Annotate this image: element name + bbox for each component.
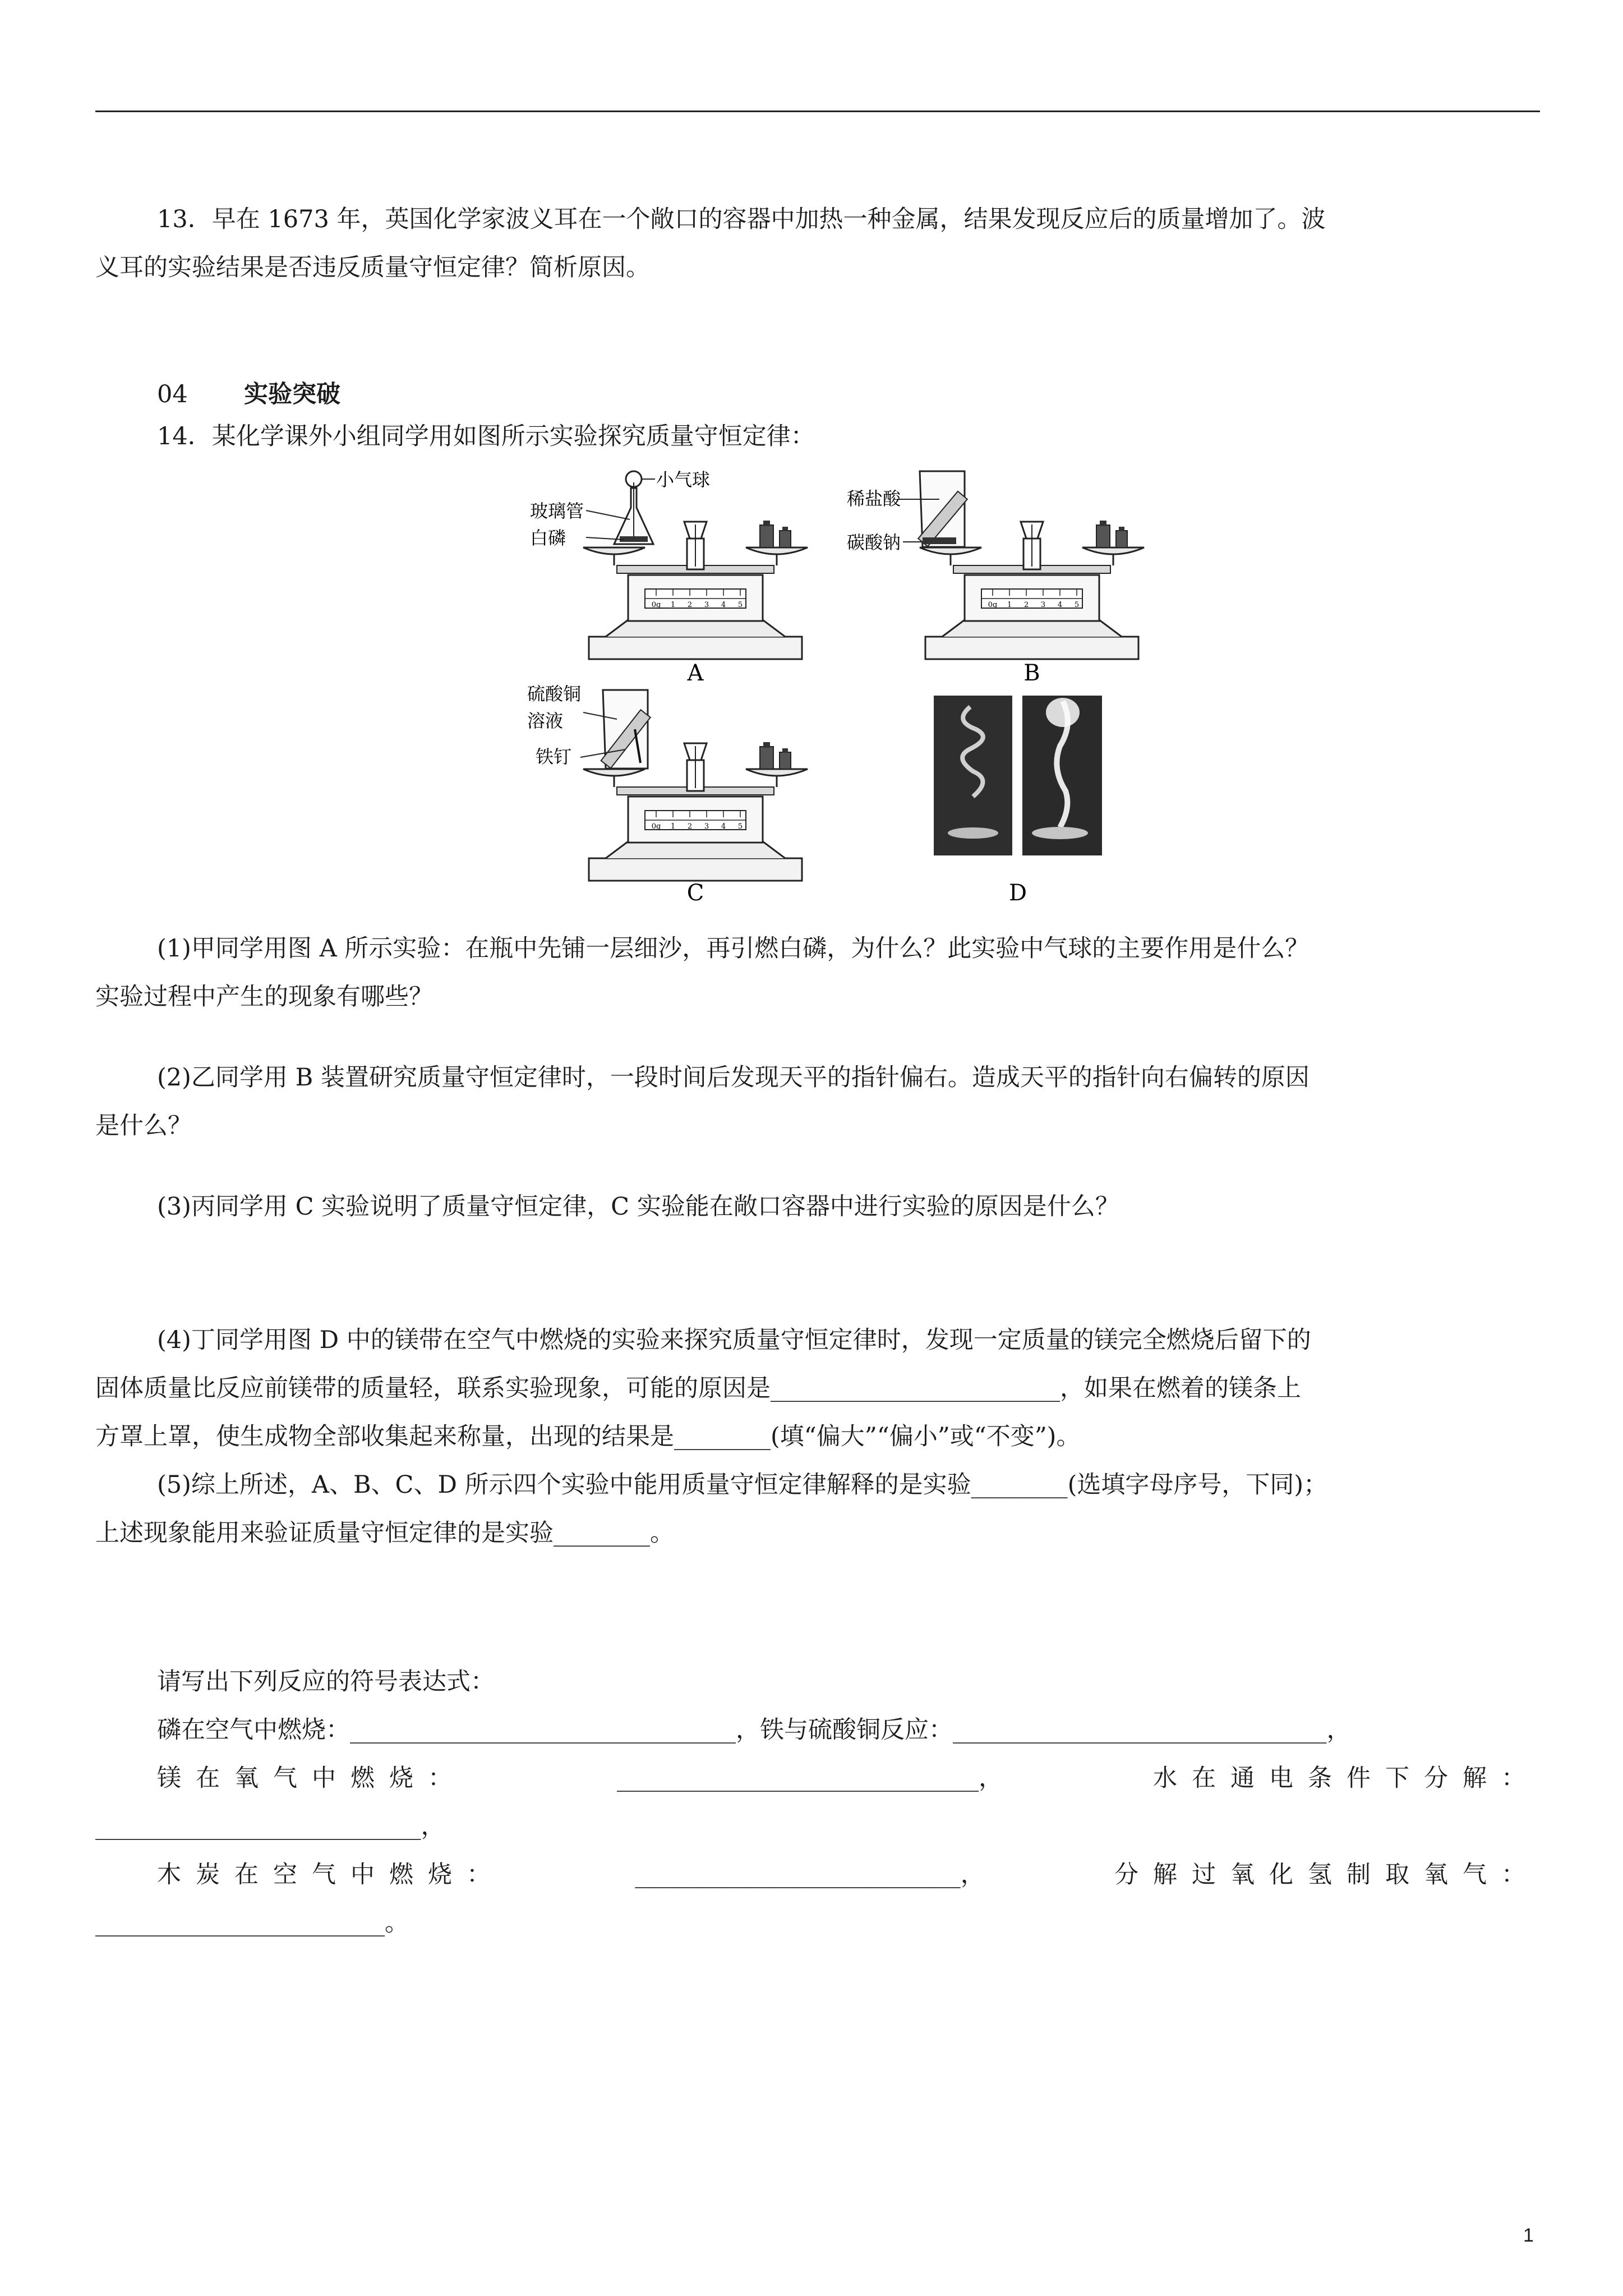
scale-tick-label: 1 xyxy=(1007,601,1012,609)
equations-intro: 请写出下列反应的符号表达式： xyxy=(157,1668,495,1696)
scale-tick-label: 5 xyxy=(1074,601,1080,609)
equations-line-2 xyxy=(95,1754,1540,1802)
q14-part-4 xyxy=(95,1316,1540,1557)
q14-intro: 14．某化学课外小组同学用如图所示实验探究质量守恒定律： xyxy=(157,422,815,450)
eq-carbon-label: 木炭在空气中燃烧： xyxy=(157,1861,505,1889)
scale-tick-label: 5 xyxy=(737,601,743,609)
label-figure-d: D xyxy=(1008,880,1027,906)
scale-tick-label: 3 xyxy=(1040,601,1046,609)
q13-line-1: 13．早在 1673 年，英国化学家波义耳在一个敞口的容器中加热一种金属，结果发现反应后的质量增加了。波 xyxy=(157,205,1326,233)
eq-mg-label: 镁在氧气中燃烧： xyxy=(157,1764,467,1792)
scale-tick-label: 3 xyxy=(704,822,709,831)
q14-intro-block xyxy=(95,412,1540,461)
label-white-phosphorus: 白磷 xyxy=(530,527,566,549)
question-13 xyxy=(95,195,1540,292)
q14-p5-line-1: (5)综上所述，A、B、C、D 所示四个实验中能用质量守恒定律解释的是实验________(选填字母序号，下同)； xyxy=(157,1471,1328,1499)
eq-h2o2-label: 分解过氧化氢制取氧气： xyxy=(1114,1861,1540,1889)
apparatus-a xyxy=(530,469,808,686)
q14-p1-line-1: (1)甲同学用图 A 所示实验：在瓶中先铺一层细沙，再引燃白磷，为什么？此实验中气球的主要作用是什么？ xyxy=(157,935,1310,963)
experiment-figure-svg xyxy=(527,466,1200,914)
eq-carbon-blank: ___________________________， xyxy=(635,1861,985,1889)
q14-part-2 xyxy=(95,1053,1540,1150)
q14-p4-line-1: (4)丁同学用图 D 中的镁带在空气中燃烧的实验来探究质量守恒定律时，发现一定质量的镁完全燃烧后留下的 xyxy=(157,1326,1311,1354)
q14-p3: (3)丙同学用 C 实验说明了质量守恒定律，C 实验能在敞口容器中进行实验的原因是什么？ xyxy=(157,1193,1119,1221)
scale-tick-label: 0g xyxy=(651,822,661,831)
scale-tick-label: 4 xyxy=(721,822,726,831)
apparatus-b xyxy=(847,471,1144,686)
scale-tick-label: 2 xyxy=(1023,601,1029,609)
equations-line-4 xyxy=(95,1851,1540,1899)
apparatus-d xyxy=(934,696,1102,906)
eq-water-label: 水在通电条件下分解： xyxy=(1153,1764,1540,1792)
q14-p1-line-2: 实验过程中产生的现象有哪些？ xyxy=(95,983,433,1011)
scale-tick-label: 2 xyxy=(687,822,693,831)
page-number: 1 xyxy=(1523,2225,1534,2246)
label-copper-sulfate-1: 硫酸铜 xyxy=(527,683,582,705)
q14-p2-line-2: 是什么？ xyxy=(95,1112,192,1140)
scale-tick-label: 4 xyxy=(1057,601,1063,609)
q13-line-2: 义耳的实验结果是否违反质量守恒定律？简析原因。 xyxy=(95,254,650,282)
scale-tick-label: 1 xyxy=(670,822,676,831)
label-iron-nail: 铁钉 xyxy=(536,746,572,767)
label-figure-b: B xyxy=(1023,660,1040,686)
equations-block xyxy=(95,1658,1540,1947)
section-heading xyxy=(157,370,340,418)
q14-part-3 xyxy=(95,1182,1540,1231)
equations-line-1: 磷在空气中燃烧：________________________________，铁与硫酸铜反应：_______________________________， xyxy=(157,1716,1351,1744)
scale-tick-label: 5 xyxy=(737,822,743,831)
q14-p5-line-2: 上述现象能用来验证质量守恒定律的是实验________。 xyxy=(95,1519,674,1547)
q14-p4-line-2: 固体质量比反应前镁带的质量轻，联系实验现象，可能的原因是________________________，如果在燃着的镁条上 xyxy=(95,1374,1301,1402)
eq-mg-blank: ______________________________， xyxy=(617,1764,1003,1792)
scale-tick-label: 3 xyxy=(704,601,709,609)
scale-tick-label: 2 xyxy=(687,601,693,609)
scale-tick-label: 4 xyxy=(721,601,726,609)
q14-p2-line-1: (2)乙同学用 B 装置研究质量守恒定律时，一段时间后发现天平的指针偏右。造成天平的指针向右偏转的原因 xyxy=(157,1064,1310,1092)
label-balloon: 小气球 xyxy=(656,469,711,490)
label-sodium-carbonate: 碳酸钠 xyxy=(847,532,901,553)
apparatus-c xyxy=(527,683,808,906)
section-number: 04 xyxy=(157,380,188,408)
equations-line-5: ________________________。 xyxy=(95,1909,409,1937)
header-rule xyxy=(95,111,1540,112)
label-copper-sulfate-2: 溶液 xyxy=(527,710,564,731)
q14-p4-line-3: 方罩上罩，使生成物全部收集起来称量，出现的结果是________(填“偏大”“偏小”或“不变”)。 xyxy=(95,1423,1081,1451)
label-figure-a: A xyxy=(687,660,704,686)
label-glass-tube: 玻璃管 xyxy=(530,500,584,522)
experiment-figure xyxy=(527,466,1200,914)
scale-tick-label: 0g xyxy=(988,601,998,609)
equations-line-3: ___________________________， xyxy=(95,1812,445,1841)
scale-tick-label: 0g xyxy=(651,601,661,609)
section-title: 实验突破 xyxy=(244,380,340,408)
label-dilute-acid: 稀盐酸 xyxy=(847,488,901,509)
q14-part-1 xyxy=(95,924,1540,1021)
label-figure-c: C xyxy=(686,880,704,906)
scale-tick-label: 1 xyxy=(670,601,676,609)
